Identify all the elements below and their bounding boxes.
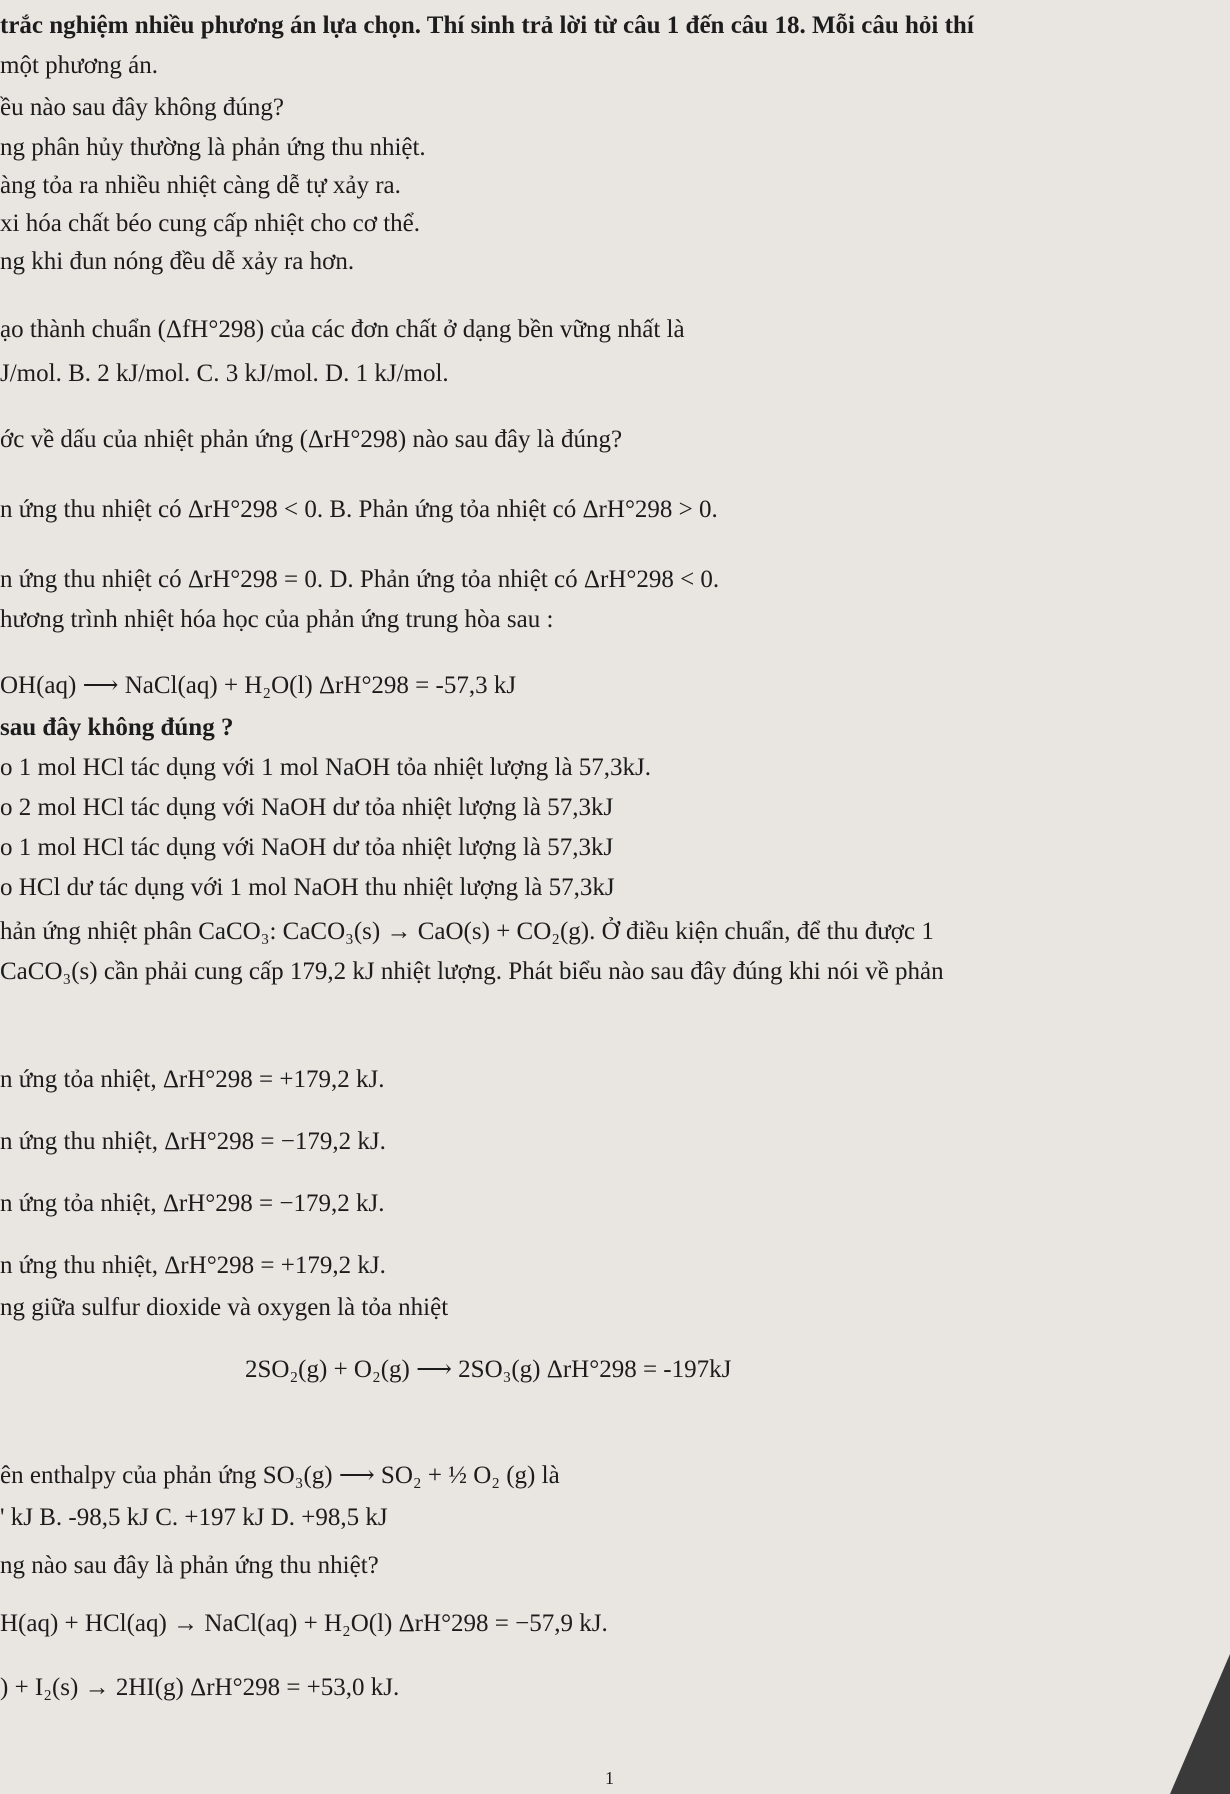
options-row: n ứng thu nhiệt có ΔrH°298 < 0. B. Phản ứng tỏa nhiệt có ΔrH°298 > 0. — [0, 496, 718, 523]
options-row: n ứng thu nhiệt có ΔrH°298 = 0. D. Phản ứng tỏa nhiệt có ΔrH°298 < 0. — [0, 566, 720, 593]
option-d: o HCl dư tác dụng với 1 mol NaOH thu nhiệt lượng là 57,3kJ — [0, 874, 615, 901]
option-a: ng phân hủy thường là phản ứng thu nhiệt. — [0, 134, 426, 161]
equation: OH(aq) ⟶ NaCl(aq) + H₂O(l) ΔrH°298 = -57,3 kJ — [0, 672, 517, 699]
option-a: H(aq) + HCl(aq) → NaCl(aq) + H₂O(l) ΔrH°298 = −57,9 kJ. — [0, 1610, 608, 1637]
question-text: ng nào sau đây là phản ứng thu nhiệt? — [0, 1552, 379, 1579]
question-text: CaCO₃(s) cần phải cung cấp 179,2 kJ nhiệt lượng. Phát biểu nào sau đây đúng khi nói về phản — [0, 958, 944, 985]
options-row: J/mol. B. 2 kJ/mol. C. 3 kJ/mol. D. 1 kJ/mol. — [0, 360, 449, 387]
option-d: n ứng thu nhiệt, ΔrH°298 = +179,2 kJ. — [0, 1252, 386, 1279]
page-number: 1 — [605, 1768, 614, 1788]
option-c: xi hóa chất béo cung cấp nhiệt cho cơ thể. — [0, 210, 421, 237]
option-b: n ứng thu nhiệt, ΔrH°298 = −179,2 kJ. — [0, 1128, 386, 1155]
option-a: n ứng tỏa nhiệt, ΔrH°298 = +179,2 kJ. — [0, 1066, 385, 1093]
question-text: ớc về dấu của nhiệt phản ứng (ΔrH°298) nào sau đây là đúng? — [0, 426, 623, 453]
section-instruction: trắc nghiệm nhiều phương án lựa chọn. Thí sinh trả lời từ câu 1 đến câu 18. Mỗi câu hỏi thí — [0, 12, 974, 39]
option-c: n ứng tỏa nhiệt, ΔrH°298 = −179,2 kJ. — [0, 1190, 385, 1217]
question-text: hương trình nhiệt hóa học của phản ứng trung hòa sau : — [0, 606, 554, 633]
question-text: sau đây không đúng ? — [0, 714, 234, 741]
question-text: ng giữa sulfur dioxide và oxygen là tỏa nhiệt — [0, 1294, 449, 1321]
instruction-line: một phương án. — [0, 52, 159, 79]
option-b: ) + I₂(s) → 2HI(g) ΔrH°298 = +53,0 kJ. — [0, 1674, 400, 1701]
page-fold-shadow — [1170, 1654, 1230, 1794]
question-text: ạo thành chuẩn (ΔfH°298) của các đơn chất ở dạng bền vững nhất là — [0, 316, 685, 343]
options-row: ' kJ B. -98,5 kJ C. +197 kJ D. +98,5 kJ — [0, 1504, 388, 1531]
option-b: o 2 mol HCl tác dụng với NaOH dư tỏa nhiệt lượng là 57,3kJ — [0, 794, 614, 821]
option-a: o 1 mol HCl tác dụng với 1 mol NaOH tỏa nhiệt lượng là 57,3kJ. — [0, 754, 652, 781]
option-c: o 1 mol HCl tác dụng với NaOH dư tỏa nhiệt lượng là 57,3kJ — [0, 834, 614, 861]
option-d: ng khi đun nóng đều dễ xảy ra hơn. — [0, 248, 355, 275]
question-text: ên enthalpy của phản ứng SO₃(g) ⟶ SO₂ + ½ O₂ (g) là — [0, 1462, 560, 1489]
question-text: hản ứng nhiệt phân CaCO₃: CaCO₃(s) → CaO(s) + CO₂(g). Ở điều kiện chuẩn, để thu được 1 — [0, 918, 934, 945]
equation: 2SO₂(g) + O₂(g) ⟶ 2SO₃(g) ΔrH°298 = -197kJ — [245, 1356, 732, 1383]
question-text: ều nào sau đây không đúng? — [0, 94, 284, 121]
option-b: àng tỏa ra nhiều nhiệt càng dễ tự xảy ra. — [0, 172, 401, 199]
